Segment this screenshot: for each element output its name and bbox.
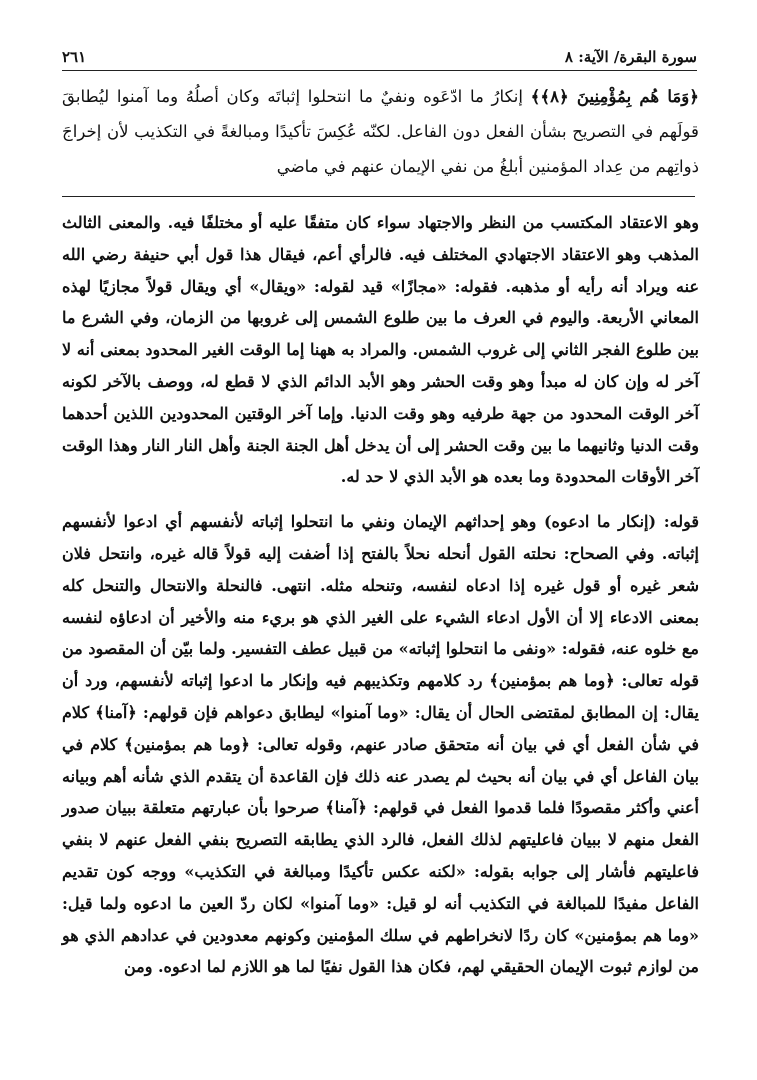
commentary-paragraph-2 xyxy=(62,506,699,983)
commentary-paragraph-2-body: (إنكار ما ادعوه) وهو إحداثهم الإيمان ونفي ما انتحلوا إثباته لأنفسهم أي ادعوا لأنفسهم إثباته. وفي الصحاح: نحلته القول أنحله نحلاً بالفتح إذا أضفت إليه قولاً قاله غيره، وانتحل فلان شعر غيره أو قول غيره إذا ادعاه لنفسه، وتنحله مثله. انتهى. فالنحلة والانتحال والتنحل كله بمعنى الادعاء إلا أن الأول ادعاء الشيء على الغير الذي هو بريء منه والأخير أن ادعاؤه لنفسه مع خلوه عنه، فقوله: «ونفى ما انتحلوا إثباته» من قبيل عطف التفسير. ولما بيّن أن المقصود من قوله تعالى: ﴿وما هم بمؤمنين﴾ رد كلامهم وتكذيبهم فيه وإنكار ما ادعوا إثباته لأنفسهم، ورد أن يقال: إن المطابق لمقتضى الحال أن يقال: «وما آمنوا» ليطابق دعواهم فإن قولهم: ﴿آمنا﴾ كلام في شأن الفعل أي في بيان أنه متحقق صادر عنهم، وقوله تعالى: ﴿وما هم بمؤمنين﴾ كلام في بيان الفاعل أي في بيان أنه بحيث لم يصدر عنه ذلك فإن القاعدة أن يتقدم الذي شأنه أهم وبيانه أعني وأكثر مقصودًا فلما قدموا الفعل في قولهم: ﴿آمنا﴾ صرحوا بأن عبارتهم متعلقة ببيان صدور الفعل منهم لا ببيان فاعليتهم لذلك الفعل، فالرد الذي يطابقه التصريح بنفي الفعل عنهم لا بنفي فاعليتهم فأشار إلى جوابه بقوله: «لكنه عكس تأكيدًا ومبالغة في التكذيب» ووجه كون تقديم الفاعل مفيدًا للمبالغة في التكذيب أنه لو قيل: «وما آمنوا» لكان ردّ العين ما ادعوه ولما قيل: «وما هم بمؤمنين» كان ردًا لانخراطهم في سلك المؤمنين وكونهم معدودين في عدادهم الذي هو من لوازم ثبوت الإيمان الحقيقي لهم، فكان هذا القول نفيًا لما هو اللازم لما ادعوه. ومن xyxy=(62,512,700,977)
commentary-paragraph-1: وهو الاعتقاد المكتسب من النظر والاجتهاد سواء كان متفقًا عليه أو مختلفًا فيه. والمعنى الثالث المذهب وهو الاعتقاد الاجتهادي المختلف فيه. فالرأي أعم، فيقال هذا قول أبي حنيفة رضي الله عنه ويراد أنه رأيه أو مذهبه. فقوله: «مجازًا» قيد لقوله: «ويقال» أي ويقال قولاً مجازيًا لهذه المعاني الأربعة. واليوم في العرف ما بين طلوع الشمس إلى غروبها من الزمان، وفي الشرع ما بين طلوع الفجر الثاني إلى غروب الشمس. والمراد به ههنا إما الوقت الغير المحدود بمعنى أنه لا آخر له وإن كان له مبدأ وهو وقت الحشر وهو الأبد الدائم الذي لا قطع له، ووصف بالآخر لكونه آخر الوقت المحدود من جهة طرفيه وهو وقت الدنيا. وإما آخر الوقتين المحدودين اللذين أحدهما وقت الدنيا وثانيهما ما بين وقت الحشر إلى أن يدخل أهل الجنة الجنة وأهل النار النار وهذا الوقت آخر الأوقات المحدودة وما بعده هو الأبد الذي لا حد له. xyxy=(62,213,700,487)
main-text xyxy=(62,79,699,184)
page-number: ٢٦١ xyxy=(62,48,87,66)
page-header xyxy=(62,38,697,71)
commentary xyxy=(62,207,699,983)
commentary-lead: قوله: xyxy=(656,512,700,532)
main-text-body: إنكارُ ما ادّعَوه ونفيٌ ما انتحلوا إثباتَه وكان أصلُهُ وما آمنوا ليُطابقَ قولَهم في التصريح بشأن الفعل دون الفاعل. لكنّه عُكِسَ تأكيدًا ومبالغةً في التكذيب لأن إخراجَ ذواتِهم من عِداد المؤمنين أبلغُ من نفي الإيمان عنهم في ماضي xyxy=(62,87,699,176)
running-title: سورة البقرة/ الآية: ٨ xyxy=(564,48,697,66)
section-divider xyxy=(62,196,695,197)
quran-verse: ﴿وَمَا هُم بِمُؤْمِنِينَ ﴿٨﴾﴾ xyxy=(530,86,699,106)
